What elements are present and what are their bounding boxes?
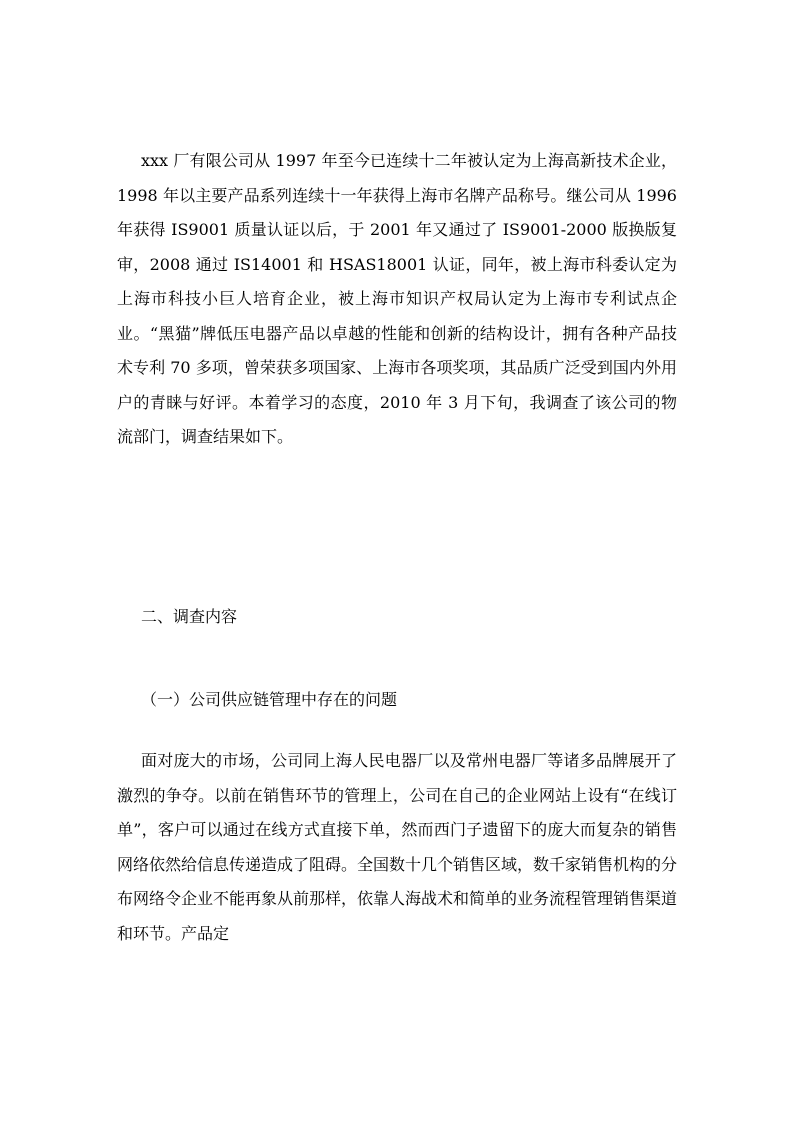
body-paragraph: 面对庞大的市场，公司同上海人民电器厂以及常州电器厂等诸多品牌展开了激烈的争夺。以前在销售环节的管理上，公司在自己的企业网站上设有“在线订单”，客户可以通过在线方式直接下单，然而西门子遗留下的庞大而复杂的销售网络依然给信息传递造成了阻碍。全国数十几个销售区域，数千家销售机构的分布网络令企业不能再象从前那样，依靠人海战术和简单的业务流程管理销售渠道和环节。产品定: [117, 751, 678, 943]
intro-paragraph: xxx 厂有限公司从 1997 年至今已连续十二年被认定为上海高新技术企业，1998 年以主要产品系列连续十一年获得上海市名牌产品称号。继公司从 1996 年获得 IS9001 质量认证以后，于 2001 年又通过了 IS9001-2000 版换版复审，2008 通过 IS14001 和 HSAS18001 认证，同年，被上海市科委认定为上海市科技小巨人培育企业，被上海市知识产权局认定为上海市专利试点企业。“黑猫”牌低压电器产品以卓越的性能和创新的结构设计，拥有各种产品技术专利 70 多项，曾荣获多项国家、上海市各项奖项，其品质广泛受到国内外用户的青睐与好评。本着学习的态度，2010 年 3 月下旬，我调查了该公司的物流部门，调查结果如下。: [117, 151, 677, 446]
subsection-heading: （一）公司供应链管理中存在的问题: [141, 690, 398, 709]
section-heading: 二、调查内容: [141, 607, 238, 626]
